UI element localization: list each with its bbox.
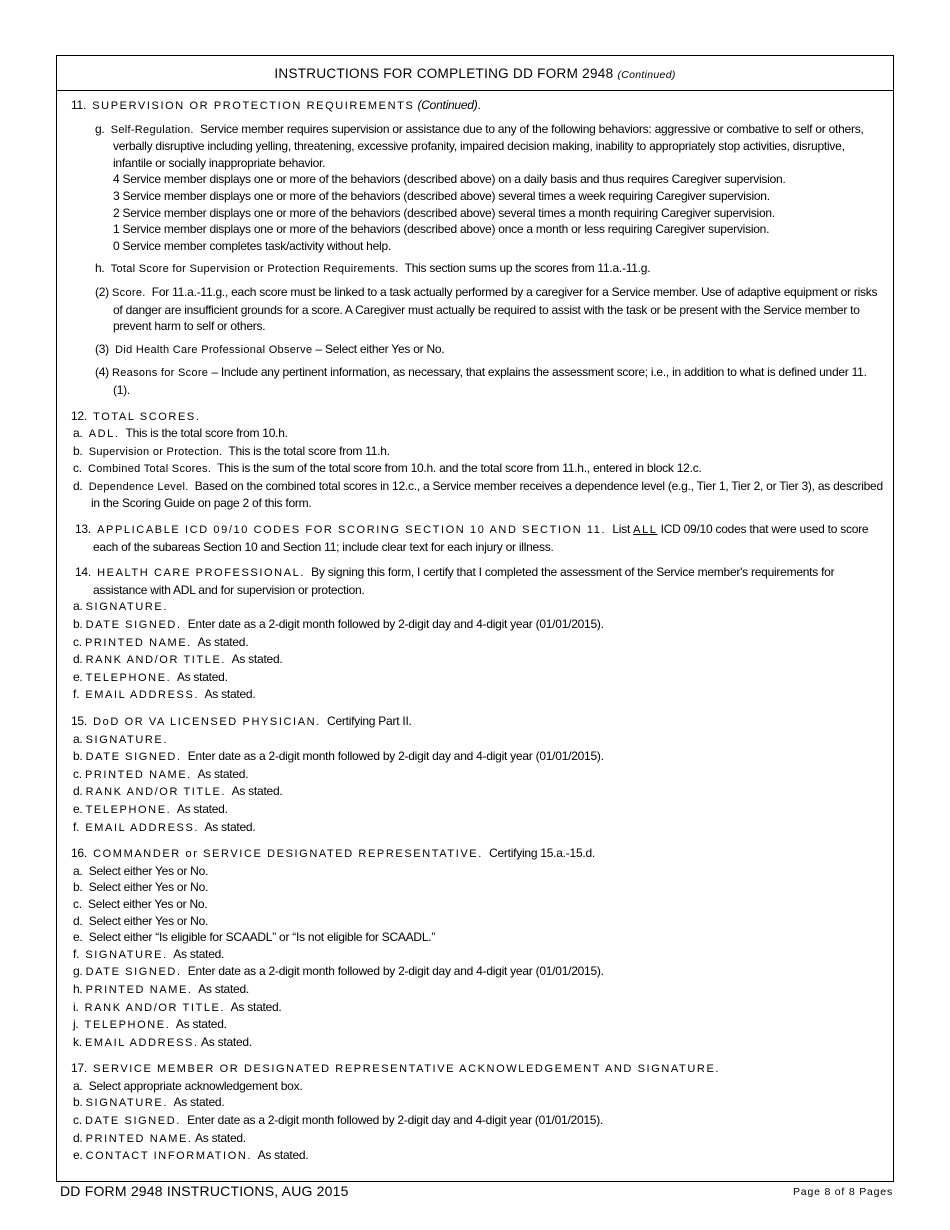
section-continued: (Continued) [417, 98, 478, 112]
item-heading: PRINTED NAME. [84, 768, 192, 781]
item-heading: RANK AND/OR TITLE. [84, 1001, 226, 1014]
page-title [57, 56, 893, 91]
item-heading: Did Health Care Professional Observe [115, 343, 313, 356]
list-item [71, 1016, 883, 1034]
item-label: c. [73, 1113, 82, 1128]
score-line: 2 Service member displays one or more of the behaviors (described above) several times a month requiring Caregiver supervision. [113, 205, 775, 220]
section-17-heading [71, 1060, 883, 1078]
item-label: e. [73, 669, 83, 684]
item-label: k. [73, 1034, 82, 1049]
score-list [71, 171, 883, 254]
item-label: c. [73, 634, 82, 649]
section-number: 14. [75, 565, 91, 580]
item-text: As stated. [257, 1148, 309, 1163]
score-line: 3 Service member displays one or more of the behaviors (described above) several times a week requiring Caregiver supervision. [113, 188, 770, 203]
item-label: e. [73, 1148, 83, 1163]
item-label: a. [73, 863, 83, 878]
list-item [71, 1094, 883, 1112]
list-item [71, 731, 883, 749]
item-label: a. [73, 1078, 83, 1093]
item-heading: Total Score for Supervision or Protection Requirements. [110, 263, 399, 276]
list-item [71, 896, 883, 913]
item-label: (3) [95, 341, 109, 356]
item-label: b. [73, 443, 83, 458]
section-number: 17. [71, 1061, 87, 1076]
item-text: Select either Yes or No. [88, 896, 208, 911]
item-label: b. [73, 617, 83, 632]
item-label: g. [73, 964, 83, 979]
section-text: List [612, 522, 631, 537]
section-16-heading [71, 845, 883, 863]
item-label: d. [73, 652, 83, 667]
list-item [71, 669, 883, 687]
item-text: Select either Yes or No. [88, 863, 209, 878]
item-text: As stated. [204, 687, 256, 702]
item-label: f. [73, 946, 80, 961]
item-heading: TELEPHONE. [85, 803, 172, 816]
item-11-2 [71, 284, 883, 335]
section-16 [71, 845, 883, 1051]
item-text: This section sums up the scores from 11.a.-11.g. [404, 261, 651, 276]
item-heading: TELEPHONE. [84, 1019, 171, 1032]
list-item [71, 425, 883, 443]
title-text: INSTRUCTIONS FOR COMPLETING DD FORM 2948 [274, 66, 614, 81]
list-item [71, 879, 883, 896]
item-heading: DATE SIGNED. [84, 1115, 181, 1128]
list-item [71, 1034, 883, 1052]
item-heading: Score. [112, 286, 146, 299]
item-heading: EMAIL ADDRESS. [85, 821, 200, 834]
item-label: a. [73, 599, 83, 614]
section-number: 13. [75, 522, 91, 537]
section-14 [71, 564, 883, 704]
list-item [71, 946, 883, 964]
item-text: As stated. [204, 819, 256, 834]
item-heading: DATE SIGNED. [85, 966, 182, 979]
page-number: Page 8 of 8 Pages [793, 1186, 893, 1198]
item-label: d. [73, 1130, 83, 1145]
item-text: As stated. [197, 766, 249, 781]
list-item [71, 1078, 883, 1095]
item-text: As stated. [173, 1095, 225, 1110]
item-heading: Self-Regulation. [110, 123, 194, 136]
item-heading: EMAIL ADDRESS. [85, 689, 200, 702]
item-text: This is the sum of the total score from 10.h. and the total score from 11.h., entered in block 12.c. [217, 461, 702, 476]
section-text: By signing this form, I certify that I completed the assessment of the Service member's requirements for assistance with ADL and for supervision or protection. [93, 565, 835, 597]
item-heading: SIGNATURE. [85, 733, 169, 746]
section-12 [71, 408, 883, 513]
item-11h [71, 260, 883, 278]
section-17 [71, 1060, 883, 1165]
item-heading: EMAIL ADDRESS. [84, 1036, 199, 1049]
section-text: Certifying 15.a.-15.d. [489, 846, 595, 861]
section-11-heading: 11. SUPERVISION OR PROTECTION REQUIREMENTS (Continued). [71, 98, 481, 112]
item-text: Based on the combined total scores in 12.c., a Service member receives a dependence level (e.g., Tier 1, Tier 2, or Tier 3), as described in the Scoring Guide on page 2 of this form. [91, 478, 883, 511]
item-text: As stated. [173, 946, 225, 961]
section-12-heading [71, 408, 883, 426]
item-text: Enter date as a 2-digit month followed by 2-digit day and 4-digit year (01/01/2015). [187, 1113, 604, 1128]
item-label: c. [73, 461, 82, 476]
item-text: Enter date as a 2-digit month followed by 2-digit day and 4-digit year (01/01/2015). [187, 617, 604, 632]
list-item [71, 651, 883, 669]
item-label: a. [73, 731, 83, 746]
item-text: As stated. [176, 669, 228, 684]
list-item [71, 616, 883, 634]
item-11-4 [71, 364, 883, 398]
section-title: HEALTH CARE PROFESSIONAL. [97, 567, 305, 580]
list-item [71, 686, 883, 704]
item-label: e. [73, 801, 83, 816]
score-line: 4 Service member displays one or more of the behaviors (described above) on a daily basis and thus requires Caregiver supervision. [113, 172, 786, 187]
item-label: g. [95, 121, 105, 136]
item-label: b. [73, 1095, 83, 1110]
item-text: – Include any pertinent information, as necessary, that explains the assessment score; i.e., in addition to what is defined under 11.(1). [113, 365, 867, 397]
list-item [71, 443, 883, 461]
list-item [71, 748, 883, 766]
section-11 [71, 97, 883, 399]
item-11g [71, 121, 883, 172]
item-label: d. [73, 913, 83, 928]
item-label: b. [73, 880, 83, 895]
item-11-3 [71, 341, 883, 359]
section-text: Certifying Part II. [327, 714, 412, 728]
item-heading: PRINTED NAME. [85, 983, 193, 996]
item-text: Select either Yes or No. [88, 880, 209, 895]
item-text: Enter date as a 2-digit month followed by 2-digit day and 4-digit year (01/01/2015). [187, 749, 604, 764]
item-heading: Reasons for Score [112, 367, 209, 380]
list-item [71, 478, 883, 512]
item-heading: DATE SIGNED. [85, 751, 182, 764]
item-text: As stated. [230, 999, 282, 1014]
item-label: c. [73, 896, 82, 911]
score-line: 0 Service member completes task/activity without help. [113, 238, 391, 253]
form-identifier: DD FORM 2948 INSTRUCTIONS, AUG 2015 [60, 1183, 349, 1199]
item-text: As stated. [175, 1017, 227, 1032]
item-label: c. [73, 766, 82, 781]
section-15 [71, 713, 883, 836]
item-heading: DATE SIGNED. [85, 619, 182, 632]
section-title: SERVICE MEMBER OR DESIGNATED REPRESENTATIVE ACKNOWLEDGEMENT AND SIGNATURE. [93, 1063, 721, 1076]
item-label: d. [73, 784, 83, 799]
section-13 [71, 521, 883, 555]
item-text: As stated. [176, 801, 228, 816]
form-frame [56, 55, 894, 1182]
section-title: APPLICABLE ICD 09/10 CODES FOR SCORING SECTION 10 AND SECTION 11. [97, 524, 607, 537]
section-15-heading [71, 713, 883, 731]
list-item [71, 598, 883, 616]
item-text: As stated. [195, 1130, 246, 1145]
item-heading: CONTACT INFORMATION. [85, 1150, 253, 1163]
item-text: This is the total score from 11.h. [228, 443, 390, 458]
section-number: 15. [71, 714, 87, 728]
list-item [71, 913, 883, 930]
item-text: Select either “Is eligible for SCAADL” or “Is not eligible for SCAADL.” [88, 930, 436, 945]
section-title: DoD OR VA LICENSED PHYSICIAN. [93, 716, 321, 728]
item-text: For 11.a.-11.g., each score must be linked to a task actually performed by a caregiver for a Service member. Use of adaptive equipment or risks of danger are insufficient grounds for a score. A Caregiver must actually be required to assist with the task or be present with the Service member to prevent harm to self or others. [113, 284, 878, 334]
item-heading: RANK AND/OR TITLE. [85, 654, 227, 667]
instructions-body [71, 97, 883, 1174]
list-item [71, 1130, 883, 1148]
item-heading: TELEPHONE. [85, 671, 172, 684]
item-text: Service member requires supervision or assistance due to any of the following behaviors: aggressive or combative to self or others, verbally disruptive including yelling, threatening, excessive profanity, impaired decision making, inability to appropriately stop activities, disruptive, infantile or socially inappropriate behavior. [113, 121, 864, 170]
item-text: Select appropriate acknowledgement box. [88, 1078, 303, 1093]
title-continued: (Continued) [617, 69, 676, 81]
item-text: As stated. [197, 634, 249, 649]
list-item [71, 981, 883, 999]
item-heading: PRINTED NAME. [85, 1132, 193, 1145]
section-title: COMMANDER or SERVICE DESIGNATED REPRESENTATIVE. [93, 848, 483, 861]
item-heading: Dependence Level. [88, 480, 189, 493]
item-text: As stated. [201, 1034, 252, 1049]
list-item [71, 783, 883, 801]
item-text: Enter date as a 2-digit month followed by 2-digit day and 4-digit year (01/01/2015). [187, 964, 604, 979]
section-number: 11. [71, 98, 87, 112]
emphasis-all: ALL [633, 524, 658, 537]
list-item [71, 929, 883, 946]
item-text: As stated. [198, 981, 249, 996]
item-label: i. [73, 999, 79, 1014]
item-text: As stated. [231, 784, 283, 799]
item-heading: Combined Total Scores. [88, 463, 212, 476]
item-text: – Select either Yes or No. [315, 341, 445, 356]
list-item [71, 819, 883, 837]
section-text: ICD 09/10 codes that were used to score each of the subareas Section 10 and Section 11; include clear text for each injury or illness. [93, 522, 869, 554]
item-label: d. [73, 478, 83, 493]
item-text: This is the total score from 10.h. [125, 426, 288, 441]
list-item [71, 963, 883, 981]
item-label: j. [73, 1017, 79, 1032]
item-label: h. [73, 981, 83, 996]
item-label: f. [73, 687, 80, 702]
list-item [71, 999, 883, 1017]
item-heading: SIGNATURE. [85, 1097, 169, 1110]
list-item [71, 460, 883, 478]
item-heading: Supervision or Protection. [88, 445, 223, 458]
section-number: 12. [71, 408, 87, 423]
list-item [71, 634, 883, 652]
list-item [71, 766, 883, 784]
item-text: Select either Yes or No. [88, 913, 209, 928]
section-title: TOTAL SCORES. [93, 410, 201, 423]
item-label: f. [73, 819, 80, 834]
item-heading: PRINTED NAME. [84, 636, 192, 649]
item-label: b. [73, 749, 83, 764]
item-heading: ADL. [88, 428, 120, 441]
item-text: As stated. [231, 652, 283, 667]
item-label: (4) [95, 365, 109, 380]
item-heading: SIGNATURE. [85, 601, 169, 614]
list-item [71, 863, 883, 880]
item-label: e. [73, 930, 83, 945]
section-title: SUPERVISION OR PROTECTION REQUIREMENTS [92, 100, 415, 112]
item-label: h. [95, 261, 105, 276]
list-item [71, 1147, 883, 1165]
section-14-heading [71, 564, 883, 598]
item-label: (2) [95, 284, 109, 299]
score-line: 1 Service member displays one or more of the behaviors (described above) once a month or less requiring Caregiver supervision. [113, 222, 770, 237]
section-number: 16. [71, 846, 87, 861]
item-heading: RANK AND/OR TITLE. [85, 786, 227, 799]
item-heading: SIGNATURE. [85, 948, 168, 961]
list-item [71, 801, 883, 819]
list-item [71, 1112, 883, 1130]
item-label: a. [73, 426, 83, 441]
